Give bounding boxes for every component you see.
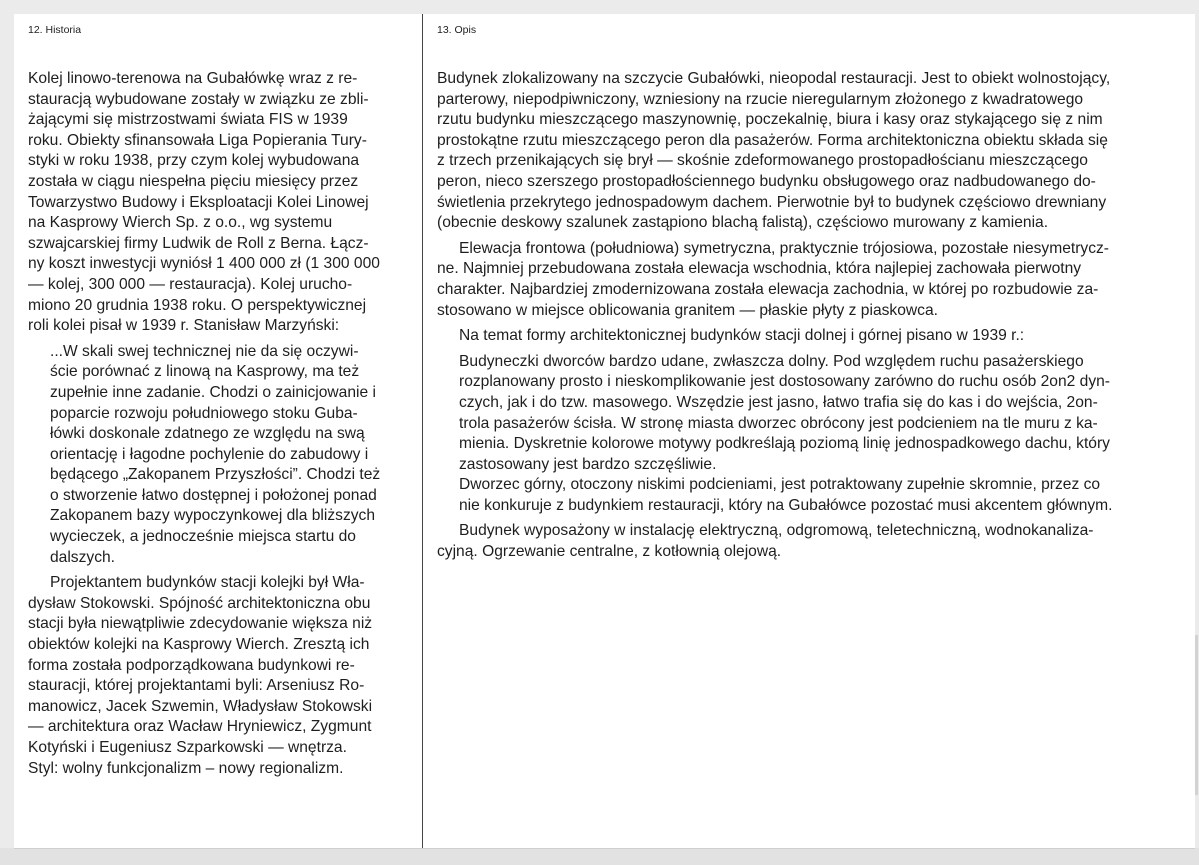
text-line: ny koszt inwestycji wyniósł 1 400 000 zł (1 300 000	[28, 255, 380, 273]
history-paragraph-1	[28, 69, 414, 337]
text-line: forma została podporządkowana budynkowi re-	[28, 656, 355, 674]
text-line: stacji była niewątpliwie zdecydowanie większa niż	[28, 615, 373, 633]
text-line: stauracji, której projektantami byli: Arseniusz Ro-	[28, 677, 365, 695]
text-line: szwajcarskiej firmy Ludwik de Roll z Berna. Łącz-	[28, 234, 369, 252]
history-heading: 12. Historia	[28, 24, 82, 36]
quote-line: rozplanowany prosto i nieskomplikowanie jest dostosowany zarówno do ruchu osób 2on2 dyn-	[459, 373, 1110, 391]
description-paragraph-1	[437, 69, 1182, 234]
quote-line: zupełnie inne zadanie. Chodzi o zainicjowanie i	[50, 383, 376, 401]
quote-line: poparcie rozwoju południowego stoku Guba-	[50, 404, 358, 422]
quote-line: trola pasażerów ścisła. W stronę miasta dworzec obrócony jest podcieniem na tle muru z ka-	[459, 414, 1098, 432]
text-line: — architektura oraz Wacław Hryniewicz, Zygmunt	[28, 718, 372, 736]
quote-line: ście porównać z linową na Kasprowy, ma też	[50, 363, 360, 381]
text-line: stosowano w miejsce oblicowania granitem — płaskie płyty z piaskowca.	[437, 301, 938, 319]
quote-line: nie konkuruje z budynkiem restauracji, który na Gubałówce pozostać musi akcentem głównym.	[459, 496, 1113, 514]
text-line: Kolej linowo-terenowa na Gubałówkę wraz z re-	[28, 70, 358, 87]
text-line: styki w roku 1938, przy czym kolej wybudowana	[28, 152, 360, 170]
history-column	[14, 14, 423, 848]
text-line: Styl: wolny funkcjonalizm – nowy regionalizm.	[28, 759, 344, 777]
text-line: manowicz, Jacek Szwemin, Władysław Stokowski	[28, 697, 373, 715]
text-line: peron, nieco szerszego prostopadłościennego budynku obsługowego oraz nadbudowanego do-	[437, 172, 1096, 190]
text-line: parterowy, niepodpiwniczony, wzniesiony na rzucie nieregularnym złożonego z kwadratowego	[437, 90, 1084, 108]
quote-line: Dworzec górny, otoczony niskimi podcieniami, jest potraktowany zupełnie skromnie, przez co	[459, 476, 1101, 494]
text-line: żającymi się mistrzostwami świata FIS w 1939	[28, 111, 348, 129]
text-line: została w ciągu niespełna pięciu miesięcy przez	[28, 172, 359, 190]
quote-line: ...W skali swej technicznej nie da się oczywi-	[50, 342, 359, 360]
description-column	[423, 14, 1195, 848]
text-line: — kolej, 300 000 — restauracja). Kolej urucho-	[28, 275, 353, 293]
text-line: świetlenia przekrytego jednospadowym dachem. Pierwotnie był to budynek częściowo drewniany	[437, 193, 1107, 211]
text-line: rzutu budynku mieszczącego maszynownię, poczekalnię, biura i kasy oraz stykającego się z nim	[437, 111, 1103, 129]
text-line: dysław Stokowski. Spójność architektoniczna obu	[28, 594, 371, 612]
history-quote	[28, 342, 414, 569]
quote-line: czych, jak i do tzw. masowego. Wszędzie jest jasno, łatwo trafia się do kas i do wejścia, 2on-	[459, 393, 1098, 411]
text-line: charakter. Najbardziej zmodernizowana została elewacja zachodnia, w której po rozbudowie za-	[437, 280, 1099, 298]
quote-line: Budyneczki dworców bardzo udane, zwłaszcza dolny. Pod względem ruchu pasażerskiego	[459, 352, 1084, 370]
description-text	[437, 69, 1182, 563]
quote-line: wycieczek, a jednocześnie miejsca startu do	[50, 528, 356, 546]
text-line: prostokątne rzutu mieszczącego peron dla pasażerów. Forma architektoniczna obiektu składa się	[437, 131, 1108, 149]
history-text	[28, 69, 414, 779]
text-line: roli kolei pisał w 1939 r. Stanisław Marzyński:	[28, 317, 340, 335]
description-paragraph-4	[437, 521, 1182, 562]
history-paragraph-2	[28, 573, 414, 779]
description-paragraph-3	[437, 326, 1182, 347]
quote-line: Zakopanem bazy wypoczynkowej dla bliższych	[50, 507, 376, 525]
scan-background	[0, 848, 1199, 865]
text-line: Budynek zlokalizowany na szczycie Gubałówki, nieopodal restauracji. Jest to obiekt wolnostojący,	[437, 70, 1111, 87]
text-line: Towarzystwo Budowy i Eksploatacji Kolei Linowej	[28, 193, 369, 211]
text-line: cyjną. Ogrzewanie centralne, z kotłownią olejową.	[437, 543, 782, 561]
text-line: Na temat formy architektonicznej budynków stacji dolnej i górnej pisano w 1939 r.:	[459, 327, 1025, 345]
description-paragraph-2	[437, 239, 1182, 321]
text-line: Projektantem budynków stacji kolejki był Wła-	[50, 574, 365, 592]
text-line: (obecnie deskowy szalunek zastąpiono blachą falistą), częściowo murowany z kamienia.	[437, 214, 1049, 232]
text-line: stauracją wybudowane zostały w związku ze zbli-	[28, 90, 369, 108]
text-line: na Kasprowy Wierch Sp. z o.o., wg systemu	[28, 214, 333, 232]
quote-line: dalszych.	[50, 548, 116, 566]
text-line: Kotyński i Eugeniusz Szparkowski — wnętrza.	[28, 739, 347, 756]
quote-line: mienia. Dyskretnie kolorowe motywy podkreślają poziomą linię jednospadkowego dachu, który	[459, 435, 1110, 453]
text-line: roku. Obiekty sfinansowała Liga Popierania Tury-	[28, 131, 367, 149]
description-quote	[437, 352, 1182, 517]
quote-line: orientację i łagodne pochylenie do zabudowy i	[50, 445, 369, 463]
text-line: Elewacja frontowa (południowa) symetryczna, praktycznie trójosiowa, pozostałe niesymetrycz-	[459, 239, 1110, 257]
quote-line: zastosowany jest bardzo szczęśliwie.	[459, 455, 717, 473]
quote-line: łówki doskonale zdatnego ze względu na swą	[50, 425, 365, 443]
description-heading: 13. Opis	[437, 24, 477, 36]
text-line: miono 20 grudnia 1938 roku. O perspektywicznej	[28, 296, 367, 314]
text-line: Budynek wyposażony w instalację elektryczną, odgromową, teletechniczną, wodnokanaliza-	[459, 522, 1094, 540]
text-line: ne. Najmniej przebudowana została elewacja wschodnia, która najlepiej zachowała pierwotny	[437, 260, 1082, 278]
quote-line: będącego „Zakopanem Przyszłości”. Chodzi też	[50, 466, 381, 484]
quote-line: o stworzenie łatwo dostępnej i położonej ponad	[50, 486, 377, 504]
text-line: z trzech przenikających się brył — skośnie zdeformowanego prostopadłościanu mieszczącego	[437, 152, 1088, 170]
text-line: obiektów kolejki na Kasprowy Wierch. Zresztą ich	[28, 636, 370, 654]
document-page	[14, 14, 1195, 849]
